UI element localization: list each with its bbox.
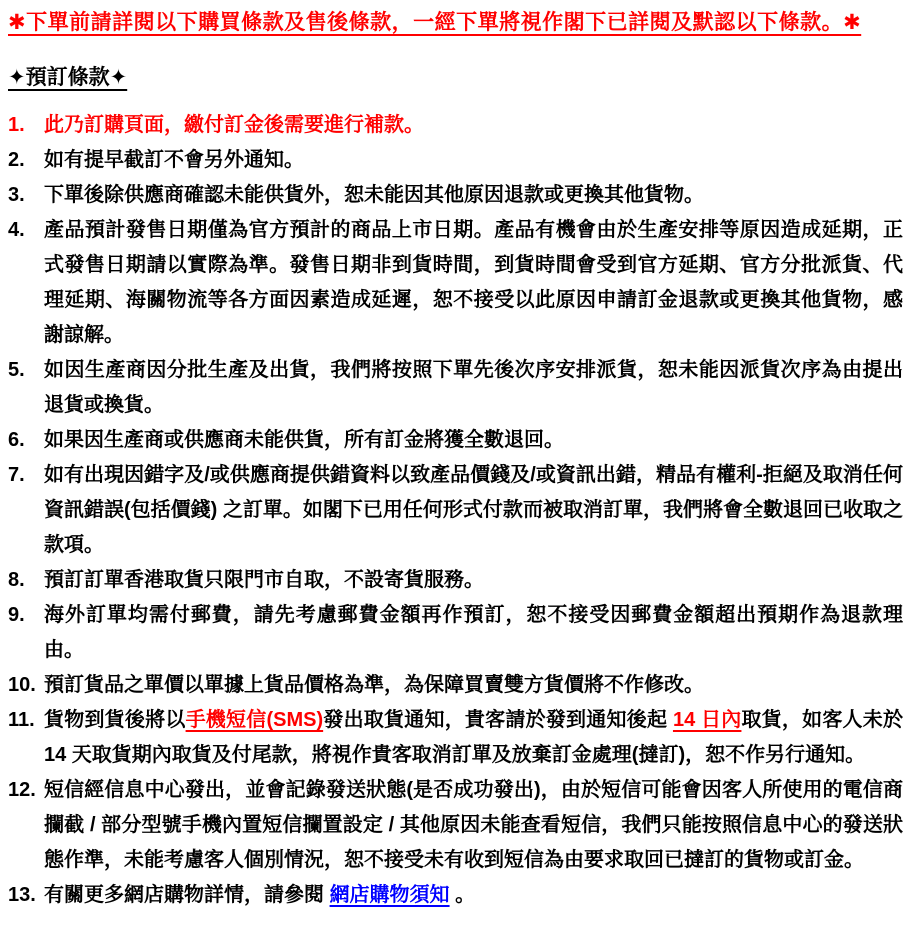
term-item-7	[8, 458, 903, 563]
term-number: 11.	[8, 709, 35, 731]
term-content	[44, 563, 903, 598]
term-item-2	[8, 143, 903, 178]
sms-highlight: 手機短信(SMS)	[185, 709, 324, 731]
term-item-3	[8, 178, 903, 213]
term-content	[44, 178, 903, 213]
section-title	[8, 62, 903, 94]
term-item-4	[8, 213, 903, 353]
term-content	[44, 353, 903, 423]
term-number: 12.	[8, 779, 36, 801]
term-content	[44, 143, 903, 178]
term-content	[44, 598, 903, 668]
term-content	[44, 108, 903, 143]
term-number: 9.	[8, 604, 25, 626]
term-item-6	[8, 423, 903, 458]
term-text: 海外訂單均需付郵費，請先考慮郵費金額再作預訂，恕不接受因郵費金額超出預期作為退款理由。	[44, 604, 903, 661]
term-number: 7.	[8, 464, 25, 486]
term-content	[44, 773, 903, 878]
term-item-10	[8, 668, 903, 703]
term-text: 短信經信息中心發出，並會記錄發送狀態(是否成功發出)，由於短信可能會因客人所使用的電信商攔截 / 部分型號手機內置短信攔置設定 / 其他原因未能查看短信，我們只能按照信息中心的發送狀態作準，未能考慮客人個別情況，恕不接受未有收到短信為由要求取回已撻訂的貨物或訂金。	[44, 779, 903, 871]
term-text: 產品預計發售日期僅為官方預計的商品上市日期。產品有機會由於生產安排等原因造成延期，正式發售日期請以實際為準。發售日期非到貨時間，到貨時間會受到官方延期、官方分批派貨、代理延期、海關物流等各方面因素造成延遲，恕不接受以此原因申請訂金退款或更換其他貨物，感謝諒解。	[44, 219, 903, 346]
term-text: 貨物到貨後將以	[44, 709, 186, 731]
term-item-9	[8, 598, 903, 668]
term-number: 5.	[8, 359, 25, 381]
term-number: 8.	[8, 569, 25, 591]
term-number: 13.	[8, 884, 36, 906]
term-text: 有關更多網店購物詳情，請參閱	[44, 884, 330, 906]
pre-order-warning-header: ✱下單前請詳閱以下購買條款及售後條款，一經下單將視作閣下已詳閱及默認以下條款。✱	[8, 11, 862, 34]
term-item-13	[8, 878, 903, 913]
term-item-12	[8, 773, 903, 878]
term-text: 如有提早截訂不會另外通知。	[44, 149, 304, 171]
term-text: 預訂訂單香港取貨只限門市自取，不設寄貨服務。	[44, 569, 484, 591]
term-content	[44, 458, 903, 563]
term-content	[44, 703, 903, 773]
term-number: 10.	[8, 674, 36, 696]
term-text: 預訂貨品之單價以單據上貨品價格為準，為保障買賣雙方貨價將不作修改。	[44, 674, 704, 696]
term-text: 。	[449, 884, 476, 906]
term-text: 取貨，如客人未於 14 天取貨期內取貨及付尾款，將視作貴客取消訂單及放棄訂金處理(撻訂)，恕不作另行通知。	[44, 709, 904, 766]
term-content	[44, 878, 903, 913]
pickup-deadline-highlight: 14 日內	[672, 709, 742, 731]
term-number: 4.	[8, 219, 25, 241]
term-number: 6.	[8, 429, 25, 451]
term-item-5	[8, 353, 903, 423]
term-number: 2.	[8, 149, 25, 171]
term-content	[44, 668, 903, 703]
term-number: 3.	[8, 184, 25, 206]
terms-list	[8, 108, 903, 913]
term-text: 發出取貨通知，貴客請於發到通知後起	[323, 709, 673, 731]
term-text: 如有出現因錯字及/或供應商提供錯資料以致產品價錢及/或資訊出錯，精品有權利-拒絕及取消任何資訊錯誤(包括價錢) 之訂單。如閣下已用任何形式付款而被取消訂單，我們將會全數退回已收取之款項。	[44, 464, 903, 556]
term-text: 如果因生產商或供應商未能供貨，所有訂金將獲全數退回。	[44, 429, 564, 451]
term-content	[44, 423, 903, 458]
term-item-11	[8, 703, 903, 773]
term-number: 1.	[8, 114, 25, 136]
term-text: 下單後除供應商確認未能供貨外，恕未能因其他原因退款或更換其他貨物。	[44, 184, 704, 206]
section-title-text: ✦預訂條款✦	[8, 66, 128, 89]
term-item-1	[8, 108, 903, 143]
store-shopping-notice-link[interactable]: 網店購物須知	[329, 884, 450, 906]
term-text: 此乃訂購頁面，繳付訂金後需要進行補款。	[44, 114, 424, 136]
term-content	[44, 213, 903, 353]
term-item-8	[8, 563, 903, 598]
term-text: 如因生產商因分批生產及出貨，我們將按照下單先後次序安排派貨，恕未能因派貨次序為由提出退貨或換貨。	[44, 359, 903, 416]
